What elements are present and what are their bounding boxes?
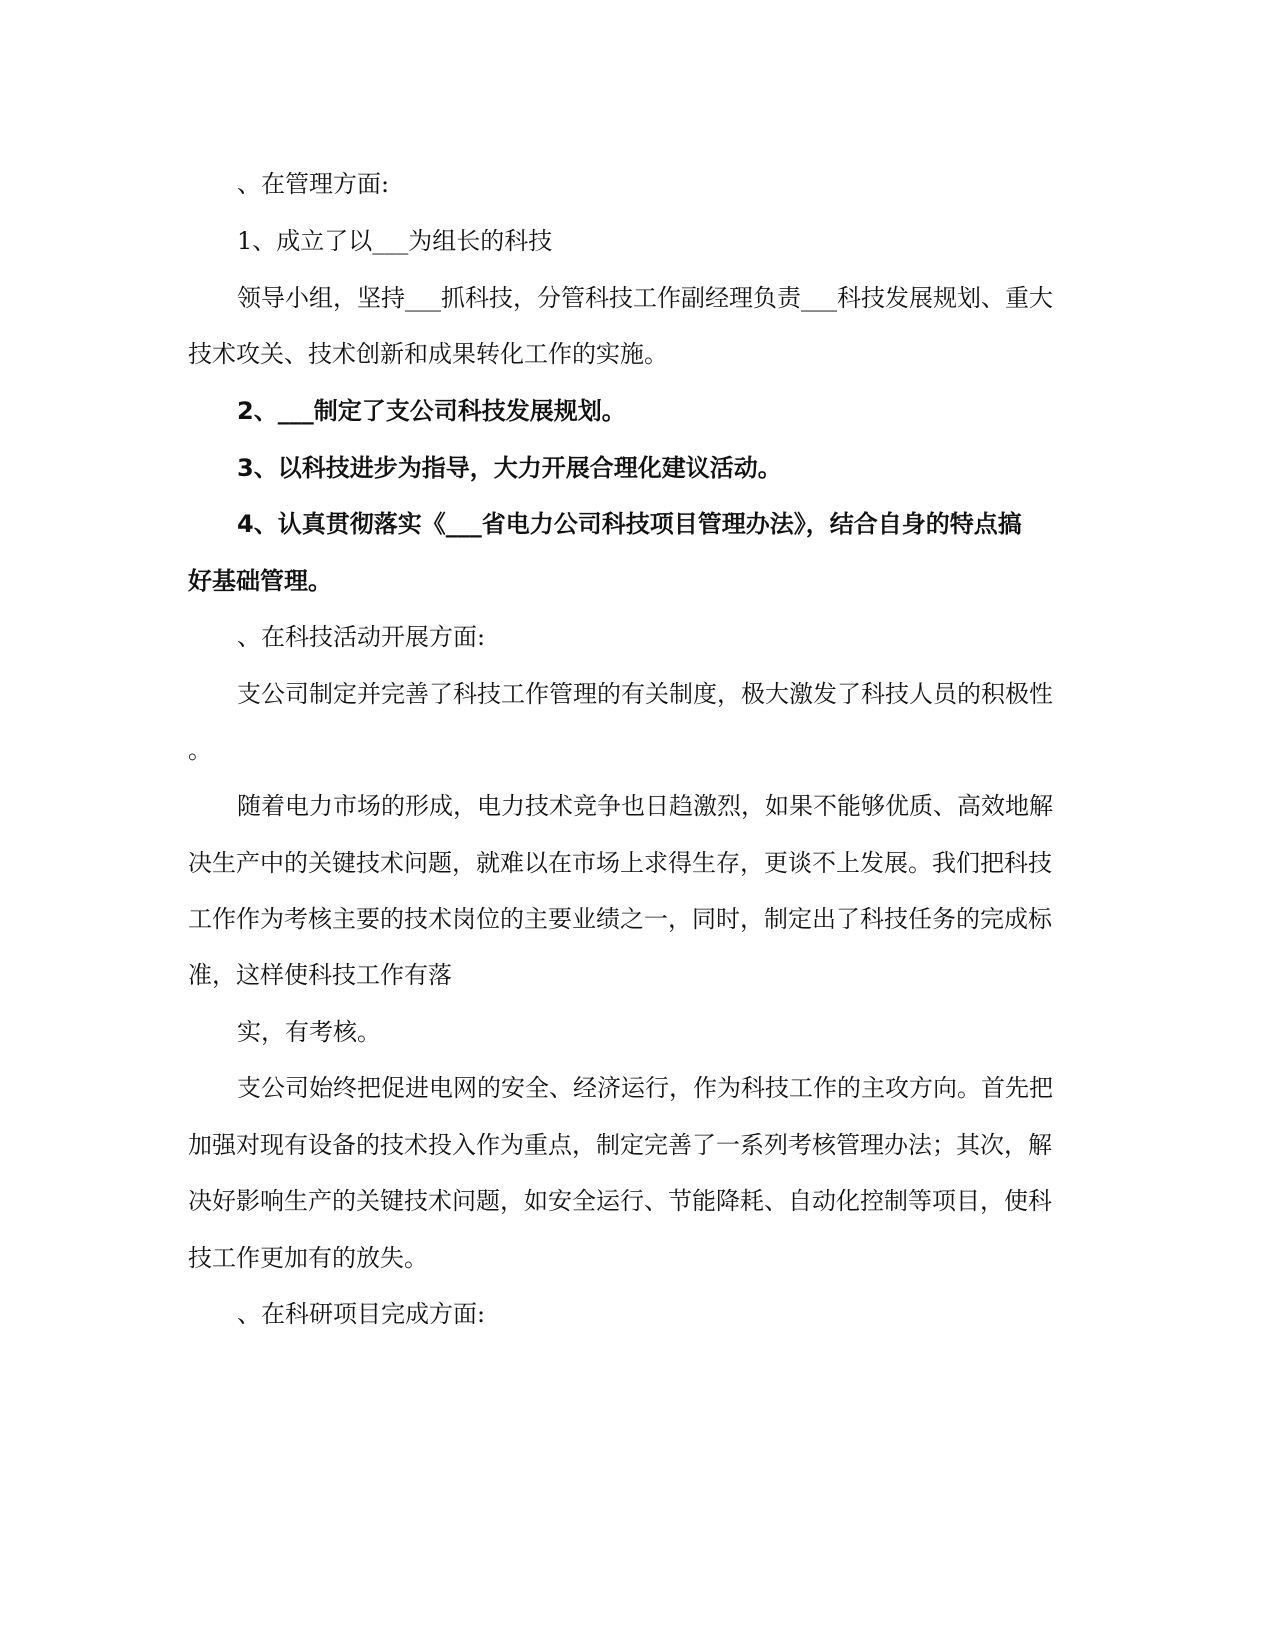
- paragraph-line: 支公司始终把促进电网的安全、经济运行，作为科技工作的主攻方向。首先把: [237, 1074, 1053, 1102]
- paragraph-line: 工作作为考核主要的技术岗位的主要业绩之一，同时，制定出了科技任务的完成标: [188, 905, 1052, 933]
- bold-item-2: 2、___制定了支公司科技发展规划。: [237, 397, 626, 425]
- paragraph-line: 支公司制定并完善了科技工作管理的有关制度，极大激发了科技人员的积极性: [237, 680, 1053, 708]
- paragraph-line: 技工作更加有的放失。: [188, 1244, 428, 1272]
- paragraph-line: 技术攻关、技术创新和成果转化工作的实施。: [188, 340, 668, 368]
- section-heading-research-projects: 、在科研项目完成方面:: [237, 1300, 486, 1328]
- section-heading-management: 、在管理方面:: [237, 170, 390, 198]
- paragraph-line: 实，有考核。: [237, 1018, 381, 1046]
- paragraph-line: 决生产中的关键技术问题，就难以在市场上求得生存，更谈不上发展。我们把科技: [188, 849, 1052, 877]
- paragraph-line: 加强对现有设备的技术投入作为重点，制定完善了一系列考核管理办法；其次，解: [188, 1131, 1052, 1159]
- paragraph-line: 决好影响生产的关键技术问题，如安全运行、节能降耗、自动化控制等项目，使科: [188, 1187, 1052, 1215]
- paragraph-line: 领导小组，坚持___抓科技，分管科技工作副经理负责___科技发展规划、重大: [237, 284, 1053, 312]
- paragraph-line: 随着电力市场的形成，电力技术竞争也日趋激烈，如果不能够优质、高效地解: [237, 792, 1053, 820]
- section-heading-activities: 、在科技活动开展方面:: [237, 623, 486, 651]
- paragraph-line: 准，这样使科技工作有落: [188, 961, 452, 989]
- bold-item-4-continued: 好基础管理。: [188, 567, 332, 595]
- paragraph-line: 。: [188, 736, 212, 764]
- bold-item-3: 3、以科技进步为指导，大力开展合理化建议活动。: [237, 454, 782, 482]
- paragraph-line: 1、成立了以___为组长的科技: [237, 227, 553, 255]
- bold-item-4: 4、认真贯彻落实《___省电力公司科技项目管理办法》，结合自身的特点搞: [237, 510, 1022, 538]
